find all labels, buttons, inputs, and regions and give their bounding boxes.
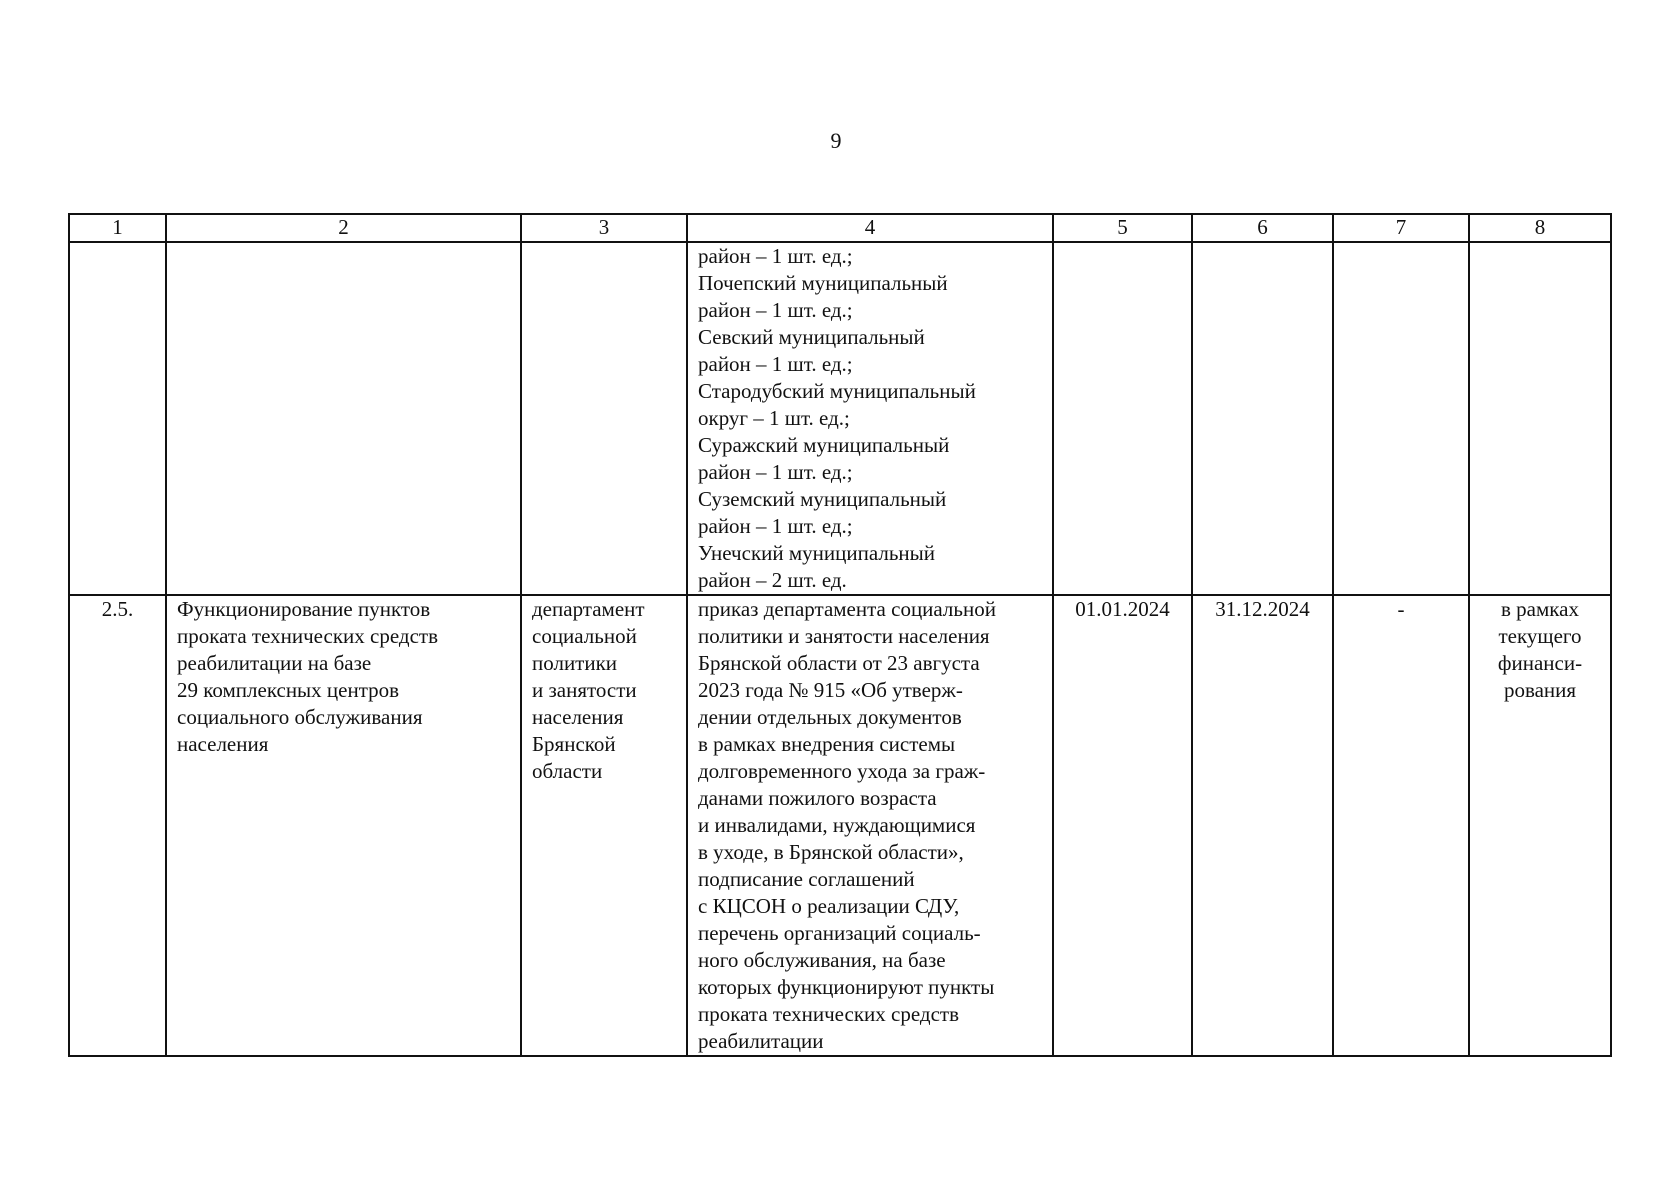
text-line: социального обслуживания — [177, 705, 423, 729]
page-number: 9 — [830, 128, 842, 153]
text-line: и занятости — [532, 678, 637, 702]
header-col-7: 7 — [1333, 214, 1469, 242]
text-line: Севский муниципальный — [698, 325, 925, 349]
text-line: округ – 1 шт. ед.; — [698, 406, 850, 430]
cell-number — [69, 242, 166, 595]
text-line: политики и занятости населения — [698, 624, 990, 648]
header-col-4: 4 — [687, 214, 1053, 242]
text-line: Унечский муниципальный — [698, 541, 935, 565]
text-line: долговременного ухода за граж- — [698, 759, 986, 783]
text-line: приказ департамента социальной — [698, 597, 996, 621]
text-line: населения — [532, 705, 624, 729]
header-col-3: 3 — [521, 214, 687, 242]
text-line: Суземский муниципальный — [698, 487, 947, 511]
cell-activity — [166, 595, 521, 1056]
text-line: район – 1 шт. ед.; — [698, 298, 853, 322]
text-line: перечень организаций социаль- — [698, 921, 981, 945]
text-line: населения — [177, 732, 269, 756]
cell-start-date — [1053, 242, 1192, 595]
text-line: политики — [532, 651, 618, 675]
cell-number: 2.5. — [69, 595, 166, 1056]
text-line: в рамках внедрения системы — [698, 732, 956, 756]
header-col-5: 5 — [1053, 214, 1192, 242]
result-lines — [698, 596, 1042, 1055]
cell-result — [687, 595, 1053, 1056]
header-col-6: 6 — [1192, 214, 1333, 242]
funding-lines — [1480, 596, 1600, 704]
text-line: департамент — [532, 597, 645, 621]
text-line: финанси- — [1497, 651, 1583, 675]
text-line: район – 1 шт. ед.; — [698, 514, 853, 538]
text-line: район – 1 шт. ед.; — [698, 352, 853, 376]
text-line: 29 комплексных центров — [177, 678, 400, 702]
text-line: проката технических средств — [177, 624, 438, 648]
table-row — [69, 242, 1611, 595]
header-col-8: 8 — [1469, 214, 1611, 242]
cell-activity — [166, 242, 521, 595]
text-line: дении отдельных документов — [698, 705, 962, 729]
text-line: Стародубский муниципальный — [698, 379, 976, 403]
text-line: район – 1 шт. ед.; — [698, 244, 853, 268]
cell-end-date: 31.12.2024 — [1192, 595, 1333, 1056]
text-line: район – 2 шт. ед. — [698, 568, 847, 592]
text-line: данами пожилого возраста — [698, 786, 937, 810]
result-lines — [698, 243, 1042, 594]
text-line: в уходе, в Брянской области», — [698, 840, 964, 864]
cell-funding — [1469, 595, 1611, 1056]
text-line: социальной — [532, 624, 637, 648]
cell-col7 — [1333, 242, 1469, 595]
text-line: Функционирование пунктов — [177, 597, 431, 621]
cell-start-date: 01.01.2024 — [1053, 595, 1192, 1056]
text-line: Почепский муниципальный — [698, 271, 948, 295]
header-row — [69, 214, 1611, 242]
responsible-lines — [532, 596, 676, 785]
plan-table — [68, 213, 1612, 1057]
text-line: текущего — [1498, 624, 1582, 648]
text-line: подписание соглашений — [698, 867, 915, 891]
text-line: район – 1 шт. ед.; — [698, 460, 853, 484]
text-line: реабилитации на базе — [177, 651, 372, 675]
table-row — [69, 595, 1611, 1056]
text-line: которых функционируют пункты — [698, 975, 995, 999]
cell-funding — [1469, 242, 1611, 595]
cell-responsible — [521, 242, 687, 595]
cell-col7: - — [1333, 595, 1469, 1056]
header-col-1: 1 — [69, 214, 166, 242]
cell-result — [687, 242, 1053, 595]
text-line: с КЦСОН о реализации СДУ, — [698, 894, 960, 918]
cell-end-date — [1192, 242, 1333, 595]
text-line: Брянской области от 23 августа — [698, 651, 980, 675]
text-line: и инвалидами, нуждающимися — [698, 813, 976, 837]
header-col-2: 2 — [166, 214, 521, 242]
text-line: Брянской — [532, 732, 616, 756]
text-line: Суражский муниципальный — [698, 433, 950, 457]
text-line: проката технических средств — [698, 1002, 959, 1026]
text-line: в рамках — [1501, 597, 1579, 621]
text-line: области — [532, 759, 603, 783]
activity-lines — [177, 596, 510, 758]
text-line: ного обслуживания, на базе — [698, 948, 946, 972]
text-line: реабилитации — [698, 1029, 824, 1053]
text-line: рования — [1503, 678, 1577, 702]
cell-responsible — [521, 595, 687, 1056]
text-line: 2023 года № 915 «Об утверж- — [698, 678, 963, 702]
